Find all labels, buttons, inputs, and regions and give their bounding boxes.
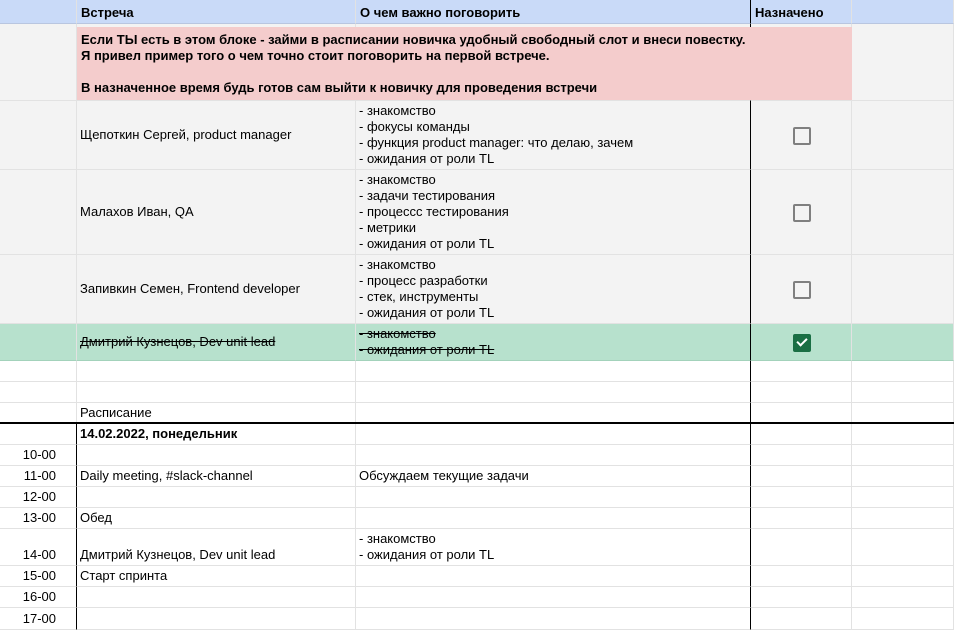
topic-item: - знакомство bbox=[359, 257, 436, 272]
empty-row bbox=[0, 382, 954, 403]
slot-time: 12-00 bbox=[22, 489, 56, 504]
cell[interactable] bbox=[0, 361, 77, 382]
slot-notes bbox=[359, 531, 747, 563]
meeting-person-cell[interactable] bbox=[77, 101, 356, 170]
meeting-topics-cell[interactable] bbox=[356, 170, 751, 255]
schedule-top-border bbox=[0, 422, 954, 424]
schedule-slot-row bbox=[0, 466, 954, 487]
topic-item: - ожидания от роли TL bbox=[359, 236, 495, 251]
scheduled-cell bbox=[751, 101, 852, 170]
meeting-row bbox=[0, 255, 954, 324]
cell[interactable] bbox=[751, 403, 852, 424]
slot-event: Дмитрий Кузнецов, Dev unit lead bbox=[80, 547, 276, 562]
scheduled-cell bbox=[751, 324, 852, 361]
slot-event-cell[interactable] bbox=[77, 445, 356, 466]
cell[interactable] bbox=[751, 445, 852, 466]
meeting-person: Щепоткин Сергей, product manager bbox=[80, 127, 292, 142]
scheduled-checkbox[interactable] bbox=[793, 204, 811, 222]
cell[interactable] bbox=[852, 24, 954, 101]
meeting-person: Запивкин Семен, Frontend developer bbox=[80, 281, 300, 296]
cell[interactable] bbox=[356, 382, 751, 403]
cell[interactable] bbox=[852, 170, 954, 255]
schedule-date: 14.02.2022, понедельник bbox=[80, 426, 238, 441]
schedule-date-row bbox=[0, 424, 954, 445]
cell[interactable] bbox=[0, 101, 77, 170]
meeting-row-done bbox=[0, 324, 954, 361]
slot-note: - знакомство bbox=[359, 531, 436, 546]
slot-notes-cell[interactable] bbox=[356, 566, 751, 587]
cell[interactable] bbox=[0, 170, 77, 255]
schedule-slot-row bbox=[0, 445, 954, 466]
cell[interactable] bbox=[852, 587, 954, 608]
schedule-slot-row bbox=[0, 529, 954, 566]
cell[interactable] bbox=[852, 324, 954, 361]
slot-time-cell[interactable] bbox=[0, 529, 77, 566]
topic-item: - ожидания от роли TL bbox=[359, 151, 495, 166]
schedule-title: Расписание bbox=[80, 405, 152, 420]
scheduled-checkbox[interactable] bbox=[793, 127, 811, 145]
header-cell-topics[interactable]: О чем важно поговорить bbox=[356, 0, 751, 24]
schedule-slot-row bbox=[0, 487, 954, 508]
notice-line-2: Я привел пример того о чем точно стоит поговорить на первой встрече. bbox=[81, 48, 550, 63]
slot-time: 14-00 bbox=[22, 547, 56, 562]
cell[interactable] bbox=[751, 424, 852, 445]
schedule-date-cell[interactable] bbox=[77, 424, 356, 445]
slot-notes-cell[interactable] bbox=[356, 445, 751, 466]
slot-time-cell[interactable] bbox=[0, 445, 77, 466]
slot-event: Старт спринта bbox=[80, 568, 168, 583]
slot-time-cell[interactable] bbox=[0, 566, 77, 587]
slot-notes-cell[interactable] bbox=[356, 587, 751, 608]
cell[interactable] bbox=[0, 403, 77, 424]
cell[interactable] bbox=[852, 361, 954, 382]
cell[interactable] bbox=[852, 487, 954, 508]
slot-note: Обсуждаем текущие задачи bbox=[359, 468, 529, 483]
schedule-slot-row bbox=[0, 508, 954, 529]
instructions-notice[interactable] bbox=[77, 27, 852, 100]
slot-time: 13-00 bbox=[22, 510, 56, 525]
meeting-topics bbox=[359, 326, 747, 358]
header-row bbox=[0, 0, 954, 24]
cell[interactable] bbox=[0, 255, 77, 324]
meeting-topics-cell[interactable] bbox=[356, 101, 751, 170]
topic-item: - стек, инструменты bbox=[359, 289, 479, 304]
header-cell-e[interactable] bbox=[852, 0, 954, 24]
scheduled-checkbox[interactable] bbox=[793, 281, 811, 299]
meeting-topics-cell[interactable] bbox=[356, 324, 751, 361]
meeting-person: Дмитрий Кузнецов, Dev unit lead bbox=[80, 334, 276, 349]
cell[interactable] bbox=[852, 508, 954, 529]
slot-event: Обед bbox=[80, 510, 112, 525]
cell[interactable] bbox=[852, 255, 954, 324]
cell[interactable] bbox=[0, 382, 77, 403]
cell[interactable] bbox=[751, 587, 852, 608]
header-cell-a[interactable] bbox=[0, 0, 77, 24]
scheduled-checkbox[interactable] bbox=[793, 334, 811, 352]
meeting-row bbox=[0, 101, 954, 170]
meeting-person-cell[interactable] bbox=[77, 324, 356, 361]
slot-event-cell[interactable] bbox=[77, 508, 356, 529]
topic-item: - процесс разработки bbox=[359, 273, 488, 288]
slot-time: 16-00 bbox=[22, 589, 56, 604]
slot-time-cell[interactable] bbox=[0, 466, 77, 487]
schedule-slot-row bbox=[0, 608, 954, 630]
topic-item: - ожидания от роли TL bbox=[359, 305, 495, 320]
meeting-topics bbox=[359, 257, 747, 321]
cell[interactable] bbox=[356, 361, 751, 382]
topic-item: - знакомство bbox=[359, 326, 436, 341]
slot-time-cell[interactable] bbox=[0, 587, 77, 608]
schedule-title-cell[interactable] bbox=[77, 403, 356, 424]
cell[interactable] bbox=[852, 566, 954, 587]
slot-time: 10-00 bbox=[22, 447, 56, 462]
slot-time: 15-00 bbox=[22, 568, 56, 583]
slot-time-cell[interactable] bbox=[0, 608, 77, 630]
cell[interactable] bbox=[751, 508, 852, 529]
cell[interactable] bbox=[852, 466, 954, 487]
cell[interactable] bbox=[751, 566, 852, 587]
slot-event-cell[interactable] bbox=[77, 487, 356, 508]
cell[interactable] bbox=[751, 382, 852, 403]
slot-event-cell[interactable] bbox=[77, 566, 356, 587]
slot-time-cell[interactable] bbox=[0, 508, 77, 529]
cell[interactable] bbox=[751, 487, 852, 508]
cell[interactable] bbox=[852, 382, 954, 403]
meeting-person: Малахов Иван, QA bbox=[80, 204, 194, 219]
cell[interactable] bbox=[77, 382, 356, 403]
slot-note: - ожидания от роли TL bbox=[359, 547, 495, 562]
slot-time: 11-00 bbox=[23, 468, 56, 483]
header-cell-scheduled[interactable]: Назначено bbox=[751, 0, 852, 24]
cell[interactable] bbox=[852, 445, 954, 466]
cell[interactable] bbox=[0, 24, 77, 101]
slot-notes-cell[interactable] bbox=[356, 608, 751, 630]
cell[interactable] bbox=[852, 424, 954, 445]
header-cell-meeting[interactable]: Встреча bbox=[77, 0, 356, 24]
topic-item: - фокусы команды bbox=[359, 119, 470, 134]
scheduled-cell bbox=[751, 170, 852, 255]
meeting-topics-cell[interactable] bbox=[356, 255, 751, 324]
meeting-person-cell[interactable] bbox=[77, 170, 356, 255]
notice-line-4: В назначенное время будь готов сам выйти к новичку для проведения встречи bbox=[81, 80, 598, 95]
meeting-topics bbox=[359, 103, 747, 167]
cell[interactable] bbox=[751, 608, 852, 630]
cell[interactable] bbox=[751, 466, 852, 487]
slot-event-cell[interactable] bbox=[77, 587, 356, 608]
topic-item: - задачи тестирования bbox=[359, 188, 495, 203]
topic-item: - процессс тестирования bbox=[359, 204, 509, 219]
cell[interactable] bbox=[852, 403, 954, 424]
topic-item: - знакомство bbox=[359, 172, 436, 187]
cell[interactable] bbox=[77, 361, 356, 382]
cell[interactable] bbox=[852, 101, 954, 170]
cell[interactable] bbox=[751, 361, 852, 382]
slot-event-cell[interactable] bbox=[77, 529, 356, 566]
empty-row bbox=[0, 361, 954, 382]
cell[interactable] bbox=[852, 529, 954, 566]
meeting-person-cell[interactable] bbox=[77, 255, 356, 324]
cell[interactable] bbox=[852, 608, 954, 630]
schedule-title-row bbox=[0, 403, 954, 424]
cell[interactable] bbox=[0, 324, 77, 361]
slot-event: Daily meeting, #slack-channel bbox=[80, 468, 253, 483]
slot-notes-cell[interactable] bbox=[356, 466, 751, 487]
notice-line-1: Если ТЫ есть в этом блоке - займи в расписании новичка удобный свободный слот и внеси повестку. bbox=[81, 32, 746, 47]
cell[interactable] bbox=[356, 424, 751, 445]
cell[interactable] bbox=[751, 529, 852, 566]
scheduled-cell bbox=[751, 255, 852, 324]
slot-time-cell[interactable] bbox=[0, 487, 77, 508]
topic-item: - знакомство bbox=[359, 103, 436, 118]
meeting-row bbox=[0, 170, 954, 255]
slot-event-cell[interactable] bbox=[77, 608, 356, 630]
notice-line-3 bbox=[81, 64, 852, 80]
slot-notes-cell[interactable] bbox=[356, 529, 751, 566]
topic-item: - метрики bbox=[359, 220, 417, 235]
slot-time: 17-00 bbox=[22, 611, 56, 626]
slot-notes-cell[interactable] bbox=[356, 508, 751, 529]
topic-item: - ожидания от роли TL bbox=[359, 342, 495, 357]
slot-notes-cell[interactable] bbox=[356, 487, 751, 508]
topic-item: - функция product manager: что делаю, зачем bbox=[359, 135, 634, 150]
meeting-topics bbox=[359, 172, 747, 252]
slot-event-cell[interactable] bbox=[77, 466, 356, 487]
cell[interactable] bbox=[356, 403, 751, 424]
cell[interactable] bbox=[0, 424, 77, 445]
schedule-slot-row bbox=[0, 566, 954, 587]
schedule-slot-row bbox=[0, 587, 954, 608]
